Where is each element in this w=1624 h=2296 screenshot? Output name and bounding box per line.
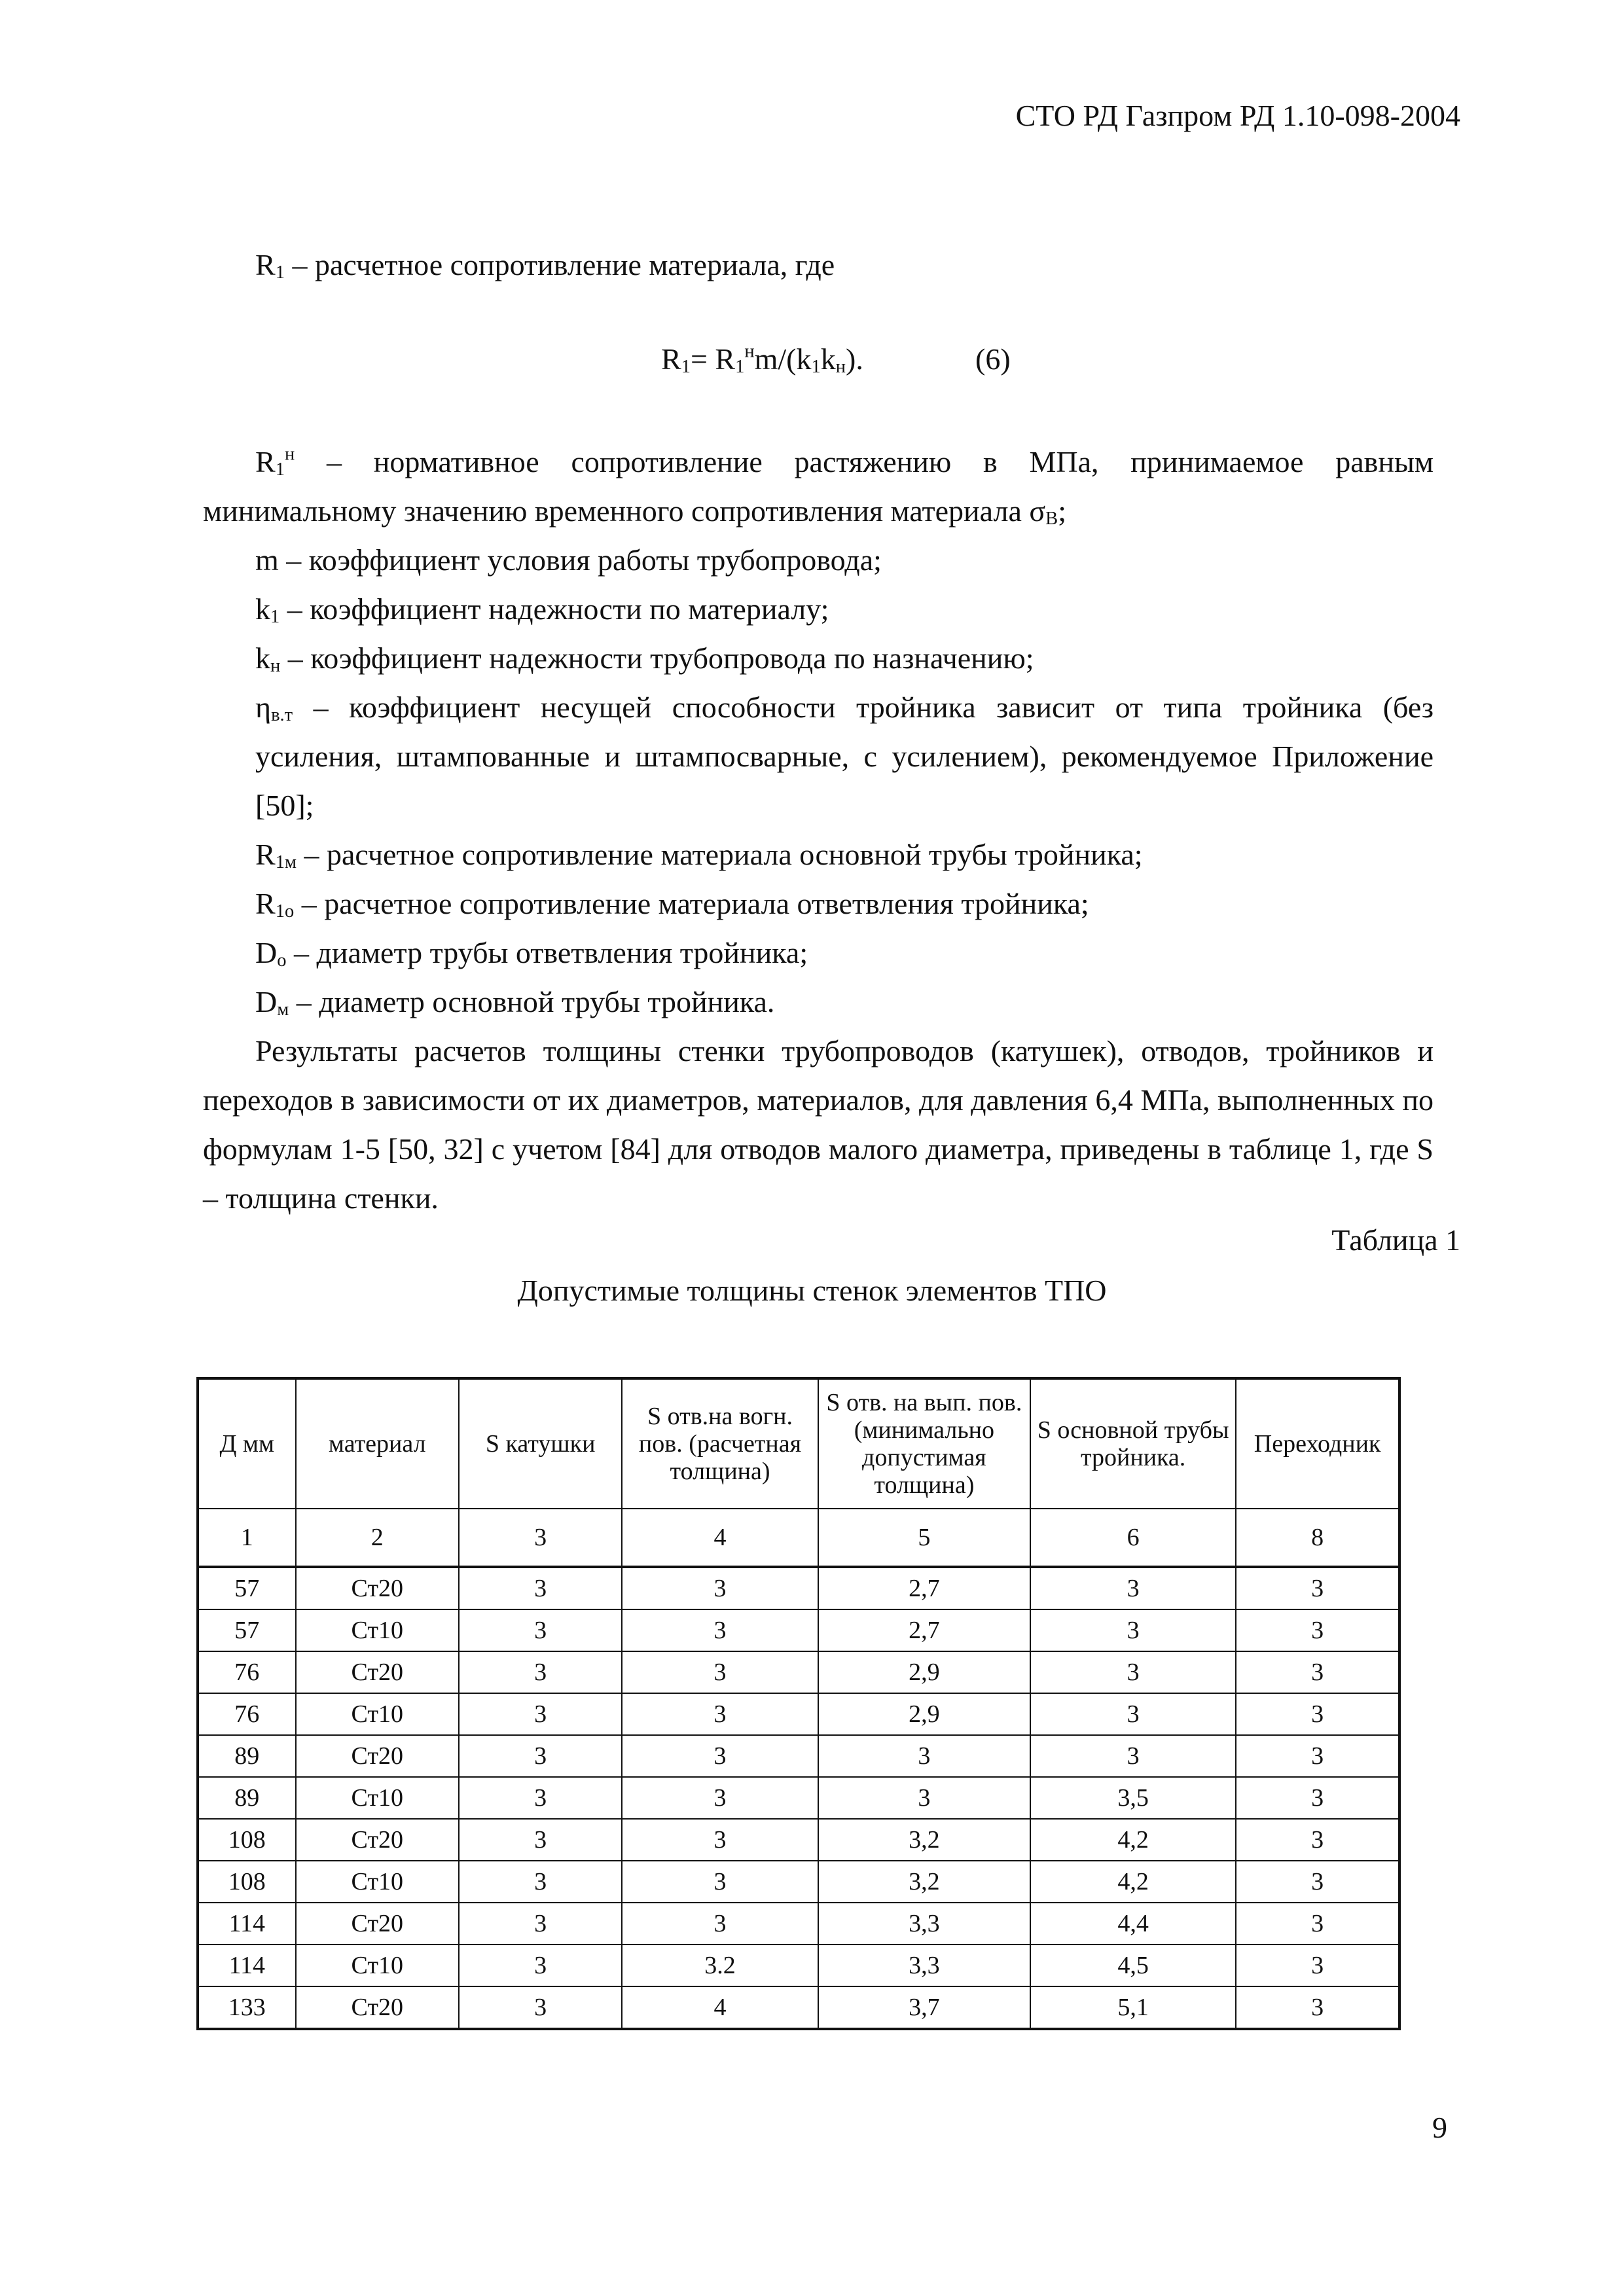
table-row — [198, 1567, 1399, 1609]
dm-definition: $D_м$ – диаметр основной трубы тройника. — [255, 985, 775, 1020]
m-definition: m – коэффициент условия работы трубопровода; — [255, 543, 882, 577]
do-definition: $D_о$ – диаметр трубы ответвления тройника; — [255, 936, 808, 971]
table-cell: 2,7 — [818, 1609, 1030, 1651]
table-cell: 3 — [1236, 1777, 1399, 1819]
table-cell: 3 — [1236, 1567, 1399, 1609]
table-cell: 3 — [1030, 1651, 1236, 1693]
table-cell: 133 — [198, 1986, 296, 2029]
table-cell: 3 — [459, 1819, 622, 1861]
table-cell: 3 — [459, 1777, 622, 1819]
table-cell: 3 — [622, 1777, 818, 1819]
table-cell: Ст20 — [296, 1903, 459, 1945]
table-row — [198, 1903, 1399, 1945]
table-cell: 4,4 — [1030, 1903, 1236, 1945]
table-cell: 3 — [1236, 1945, 1399, 1986]
table-cell: 3 — [1030, 1735, 1236, 1777]
table-cell: 3.2 — [622, 1945, 818, 1986]
column-header: S отв.на вогн. пов. (расчетная толщина) — [622, 1378, 818, 1509]
table-header-row — [198, 1378, 1399, 1509]
table-cell: 3 — [622, 1735, 818, 1777]
document-header: СТО РД Газпром РД 1.10-098-2004 — [1015, 99, 1460, 132]
column-header: S основной трубы тройника. — [1030, 1378, 1236, 1509]
k1-definition: $k_1$ – коэффициент надежности по материалу; — [255, 592, 829, 628]
table-row — [198, 1945, 1399, 1986]
table-cell: 3 — [1236, 1609, 1399, 1651]
table-cell: 3 — [622, 1819, 818, 1861]
table-row — [198, 1819, 1399, 1861]
table-row — [198, 1651, 1399, 1693]
formula-6: $R_1= R_1^нm/(k_1k_н)$. — [661, 341, 863, 378]
table-row — [198, 1609, 1399, 1651]
r1o-definition: $R_{1о}$ – расчетное сопротивление материала ответвления тройника; — [255, 887, 1089, 922]
table-cell: 3,2 — [818, 1819, 1030, 1861]
table-cell: 114 — [198, 1903, 296, 1945]
table-cell: 3,5 — [1030, 1777, 1236, 1819]
table-row — [198, 1777, 1399, 1819]
table-cell: 89 — [198, 1777, 296, 1819]
table-cell: Ст10 — [296, 1609, 459, 1651]
table-cell: 3 — [818, 1735, 1030, 1777]
column-number-row — [198, 1509, 1399, 1567]
table-cell: 3 — [1236, 1903, 1399, 1945]
table-row — [198, 1693, 1399, 1735]
table-cell: 4,2 — [1030, 1861, 1236, 1903]
table-cell: 3 — [1236, 1693, 1399, 1735]
table-cell: Ст20 — [296, 1567, 459, 1609]
table-row — [198, 1735, 1399, 1777]
table-cell: Ст20 — [296, 1819, 459, 1861]
table-caption: Допустимые толщины стенок элементов ТПО — [517, 1274, 1107, 1307]
table-cell: 3,3 — [818, 1945, 1030, 1986]
table-cell: 3 — [622, 1609, 818, 1651]
table-cell: Ст10 — [296, 1945, 459, 1986]
wall-thickness-table — [196, 1377, 1401, 2030]
table-cell: 114 — [198, 1945, 296, 1986]
table-cell: 3 — [1030, 1567, 1236, 1609]
table-cell: 3,2 — [818, 1861, 1030, 1903]
table-cell: 3 — [459, 1986, 622, 2029]
table-cell: 3 — [459, 1693, 622, 1735]
table-cell: 3 — [459, 1567, 622, 1609]
definitions-block — [203, 437, 1434, 1223]
table-cell: 3 — [459, 1861, 622, 1903]
table-cell: 3 — [459, 1735, 622, 1777]
table-cell: 4 — [622, 1986, 818, 2029]
table-cell: 3 — [459, 1945, 622, 1986]
table-cell: 4,5 — [1030, 1945, 1236, 1986]
table-cell: 3 — [622, 1693, 818, 1735]
r1-definition — [255, 247, 835, 282]
table-cell: Ст10 — [296, 1777, 459, 1819]
table-cell: Ст10 — [296, 1861, 459, 1903]
table-cell: 3 — [622, 1861, 818, 1903]
column-number: 3 — [459, 1509, 622, 1567]
page-number: 9 — [1432, 2111, 1447, 2144]
table-cell: 57 — [198, 1609, 296, 1651]
table-cell: Ст20 — [296, 1651, 459, 1693]
table-cell: 5,1 — [1030, 1986, 1236, 2029]
table-cell: 108 — [198, 1861, 296, 1903]
table-cell: 2,9 — [818, 1651, 1030, 1693]
table-cell: 3 — [1236, 1986, 1399, 2029]
column-number: 8 — [1236, 1509, 1399, 1567]
eta-definition: $\eta_{в.т}$ – коэффициент несущей способности тройника зависит от типа тройника (без усиления, штампованные и штампосварные, с усилением), рекомендуемое Приложение [50]; — [255, 691, 1434, 822]
table-cell: Ст20 — [296, 1735, 459, 1777]
table-cell: 76 — [198, 1651, 296, 1693]
table-cell: 3 — [818, 1777, 1030, 1819]
table-cell: 3 — [459, 1651, 622, 1693]
table-row — [198, 1986, 1399, 2029]
table-cell: 3 — [1030, 1609, 1236, 1651]
kn-definition: $k_н$ – коэффициент надежности трубопровода по назначению; — [255, 641, 1034, 677]
table-label: Таблица 1 — [1331, 1223, 1460, 1257]
column-number: 6 — [1030, 1509, 1236, 1567]
table-cell: 3 — [459, 1609, 622, 1651]
table-cell: Ст20 — [296, 1986, 459, 2029]
column-header: Д мм — [198, 1378, 296, 1509]
column-header: материал — [296, 1378, 459, 1509]
symbol: R — [255, 248, 276, 281]
column-header: S отв. на вып. пов. (минимально допустимая толщина) — [818, 1378, 1030, 1509]
table-cell: 3,3 — [818, 1903, 1030, 1945]
definition-text: – расчетное сопротивление материала, где — [284, 248, 835, 281]
table-cell: 3 — [622, 1651, 818, 1693]
table-cell: 3 — [459, 1903, 622, 1945]
table-cell: 2,9 — [818, 1693, 1030, 1735]
table-cell: 3 — [1236, 1861, 1399, 1903]
table-row — [198, 1861, 1399, 1903]
table-cell: 2,7 — [818, 1567, 1030, 1609]
column-number: 4 — [622, 1509, 818, 1567]
column-header: S катушки — [459, 1378, 622, 1509]
results-paragraph: Результаты расчетов толщины стенки трубопроводов (катушек), отводов, тройников и переходов в зависимости от их диаметров, материалов, для давления 6,4 МПа, выполненных по формулам 1-5 [50, 32] с учетом [84] для отводов малого диаметра, приведены в таблице 1, где S – толщина стенки. — [203, 1034, 1434, 1215]
table-cell: 57 — [198, 1567, 296, 1609]
table-cell: 3 — [1236, 1735, 1399, 1777]
subscript: 1 — [275, 262, 285, 283]
table-cell: 76 — [198, 1693, 296, 1735]
r1m-definition: $R_{1м}$ – расчетное сопротивление материала основной трубы тройника; — [255, 838, 1143, 873]
table-cell: 3 — [1236, 1819, 1399, 1861]
column-number: 1 — [198, 1509, 296, 1567]
table-cell: 89 — [198, 1735, 296, 1777]
column-number: 2 — [296, 1509, 459, 1567]
table-cell: 3 — [622, 1567, 818, 1609]
table-cell: 3 — [1236, 1651, 1399, 1693]
column-header: Переходник — [1236, 1378, 1399, 1509]
table-cell: 4,2 — [1030, 1819, 1236, 1861]
table-cell: 3 — [622, 1903, 818, 1945]
formula-number: (6) — [975, 342, 1011, 376]
column-number: 5 — [818, 1509, 1030, 1567]
table-cell: 108 — [198, 1819, 296, 1861]
table-cell: 3,7 — [818, 1986, 1030, 2029]
r1n-definition: $R_1^н$ – нормативное сопротивление растяжению в МПа, принимаемое равным минимальному значению временного сопротивления материала $\sigma_В$; — [203, 444, 1434, 529]
table-cell: Ст10 — [296, 1693, 459, 1735]
table-cell: 3 — [1030, 1693, 1236, 1735]
